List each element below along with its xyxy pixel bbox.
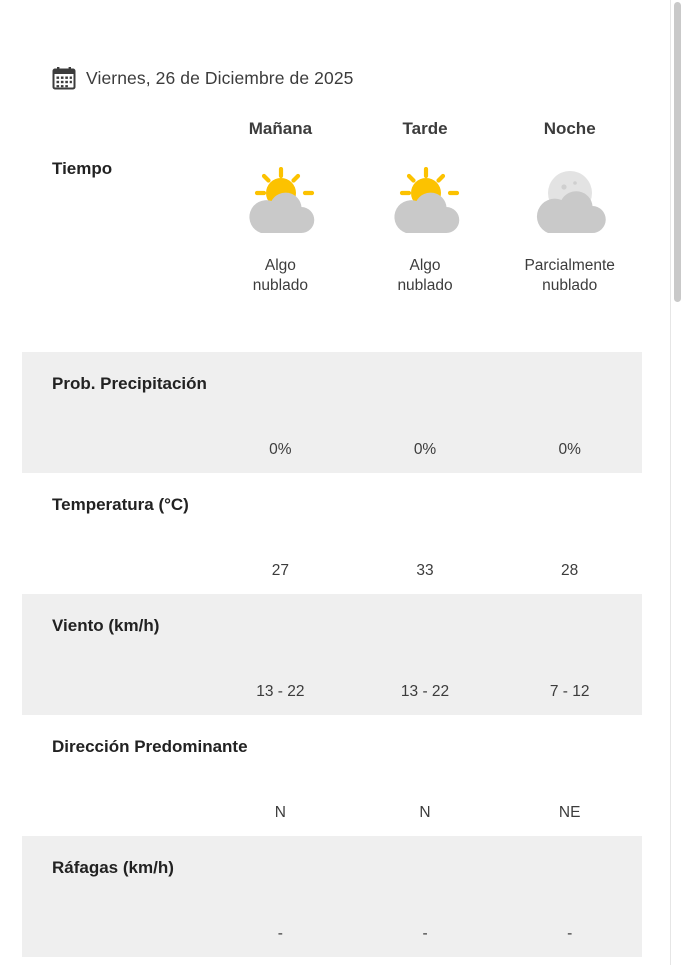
row-label-temperature: Temperatura (°C) — [22, 473, 208, 594]
precipitation-afternoon: 0% — [353, 352, 498, 473]
gusts-morning: - — [208, 836, 353, 957]
table-header-row — [22, 118, 642, 145]
scrollbar-thumb[interactable] — [674, 2, 681, 302]
row-precipitation — [22, 352, 642, 473]
wind-morning: 13 - 22 — [208, 594, 353, 715]
row-label-gusts: Ráfagas (km/h) — [22, 836, 208, 957]
condition-afternoon: Algo nublado — [397, 257, 453, 295]
column-header-morning: Mañana — [248, 119, 313, 138]
precipitation-night: 0% — [497, 352, 642, 473]
row-temperature — [22, 473, 642, 594]
row-weather — [22, 145, 642, 336]
row-gusts — [22, 836, 642, 957]
date-header — [0, 0, 663, 90]
row-wind — [22, 594, 642, 715]
row-label-weather: Tiempo — [22, 145, 208, 336]
sun-behind-cloud-icon — [209, 160, 352, 246]
forecast-date: Viernes, 26 de Diciembre de 2025 — [86, 67, 354, 88]
weather-cell-morning — [208, 145, 353, 336]
column-header-afternoon: Tarde — [402, 119, 448, 138]
temperature-afternoon: 33 — [353, 473, 498, 594]
wind-night: 7 - 12 — [497, 594, 642, 715]
header-spacer — [22, 118, 208, 145]
direction-morning: N — [208, 715, 353, 836]
spacer-row — [22, 336, 642, 352]
precipitation-morning: 0% — [208, 352, 353, 473]
sun-behind-cloud-icon — [354, 160, 497, 246]
wind-afternoon: 13 - 22 — [353, 594, 498, 715]
row-label-precipitation: Prob. Precipitación — [22, 352, 208, 473]
row-label-direction: Dirección Predominante — [22, 715, 208, 836]
condition-morning: Algo nublado — [252, 257, 308, 295]
forecast-table — [22, 118, 642, 957]
temperature-morning: 27 — [208, 473, 353, 594]
row-label-wind: Viento (km/h) — [22, 594, 208, 715]
temperature-night: 28 — [497, 473, 642, 594]
weather-cell-night — [497, 145, 642, 336]
direction-afternoon: N — [353, 715, 498, 836]
weather-cell-afternoon — [353, 145, 498, 336]
row-direction — [22, 715, 642, 836]
gusts-afternoon: - — [353, 836, 498, 957]
gusts-night: - — [497, 836, 642, 957]
column-header-night: Noche — [543, 119, 596, 138]
vertical-scrollbar[interactable] — [670, 0, 683, 965]
direction-night: NE — [497, 715, 642, 836]
calendar-icon — [52, 66, 76, 90]
moon-behind-cloud-icon — [498, 160, 641, 246]
condition-night: Parcialmente nublado — [524, 257, 615, 295]
